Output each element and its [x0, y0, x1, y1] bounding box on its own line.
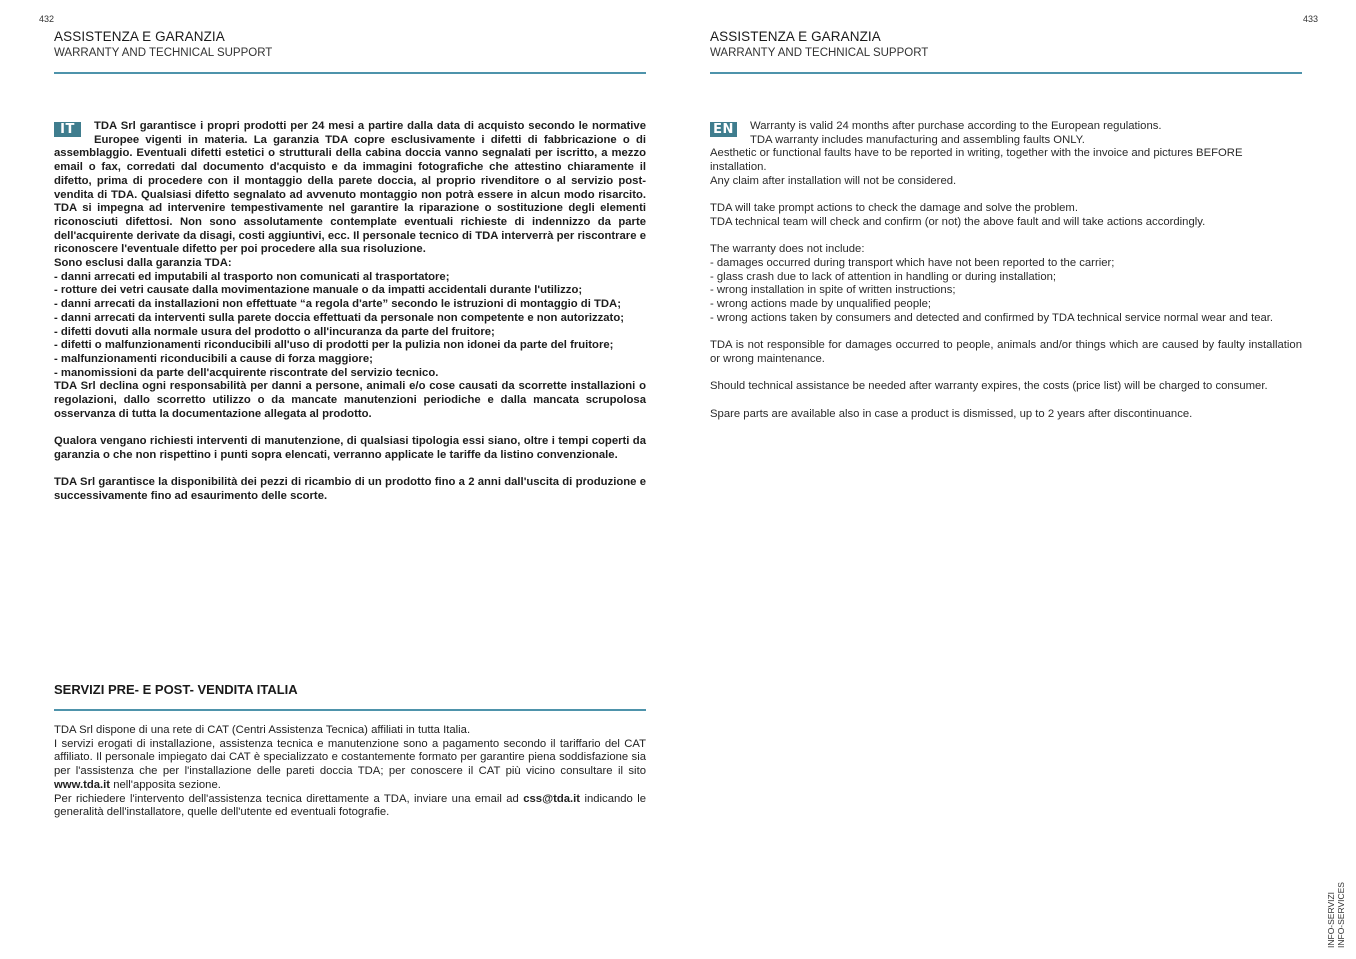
- italian-warranty-text: [54, 120, 646, 504]
- list-item: - malfunzionamenti riconducibili a cause di forza maggiore;: [54, 352, 373, 365]
- maintenance-paragraph: Qualora vengano richiesti interventi di manutenzione, di qualsiasi tipologia essi siano, oltre i tempi coperti da garanzia o che non rispettino i punti sopra elencati, verranno applicate le tariffe da listino convenzionale.: [54, 435, 646, 461]
- header-divider-right: [710, 72, 1302, 74]
- page-subtitle: WARRANTY AND TECHNICAL SUPPORT: [710, 47, 929, 59]
- spare-parts-paragraph: TDA Srl garantisce la disponibilità dei pezzi di ricambio di un prodotto fino a 2 anni dall'uscita di produzione e successivamente fino ad esaurimento delle scorte.: [54, 476, 646, 502]
- list-item: - danni arrecati da interventi sulla parete doccia effettuati da personale non competente e non autorizzato;: [54, 311, 624, 324]
- exclusions-title: The warranty does not include:: [710, 243, 865, 256]
- language-badge-it: IT: [54, 122, 81, 137]
- warranty-line: Warranty is valid 24 months after purchase according to the European regulations.: [750, 120, 1162, 132]
- list-item: - damages occurred during transport which have not been reported to the carrier;: [710, 257, 1115, 269]
- action-line: TDA will take prompt actions to check the damage and solve the problem.: [710, 202, 1078, 215]
- list-item: - danni arrecati ed imputabili al trasporto non comunicati al trasportatore;: [54, 270, 450, 283]
- section-title: SERVIZI PRE- E POST- VENDITA ITALIA: [54, 682, 298, 697]
- page-number-left: 432: [39, 14, 55, 24]
- list-item: - wrong actions made by unqualified people;: [710, 298, 932, 311]
- services-text: [54, 724, 646, 820]
- warranty-line: TDA warranty includes manufacturing and assembling faults ONLY.: [750, 133, 1085, 146]
- side-label-it: INFO-SERVIZI: [1326, 891, 1336, 948]
- side-label-en: INFO-SERVICES: [1336, 882, 1346, 948]
- list-item: - glass crash due to lack of attention in handling or during installation;: [710, 270, 1057, 283]
- page-number-right: 433: [1303, 14, 1319, 24]
- header-divider-left: [54, 72, 646, 74]
- services-paragraph: TDA Srl dispone di una rete di CAT (Centri Assistenza Tecnica) affiliati in tutta Italia.: [54, 724, 471, 736]
- exclusions-title: Sono esclusi dalla garanzia TDA:: [54, 257, 232, 270]
- list-item: - danni arrecati da installazioni non effettuate “a regola d'arte” secondo le istruzioni di montaggio di TDA;: [54, 298, 621, 311]
- list-item: - rotture dei vetri causate dalla movimentazione manuale o da impatti accidentali durante l'utilizzo;: [54, 284, 583, 297]
- exclusions-list: [710, 257, 1302, 326]
- page-title: ASSISTENZA E GARANZIA: [710, 29, 881, 44]
- services-paragraph: I servizi erogati di installazione, assistenza tecnica e manutenzione sono a pagamento secondo il tariffario del CAT affiliato. Il personale impiegato dai CAT è specializzato e costantemente formato per garantire piena soddisfazione sia per l'assistenza che per l'installazione delle pareti doccia TDA; per conoscere il CAT più vicino consultare il sito www.tda.it nell'apposita sezione.: [54, 737, 646, 791]
- right-page-header: [710, 29, 1302, 60]
- warranty-line: Any claim after installation will not be considered.: [710, 174, 957, 187]
- list-item: - wrong installation in spite of written instructions;: [710, 284, 956, 297]
- warranty-line: Aesthetic or functional faults have to be reported in writing, together with the invoice and pictures BEFORE installation.: [710, 147, 1243, 174]
- exclusions-list: [54, 271, 646, 381]
- services-paragraph: Per richiedere l'intervento dell'assistenza tecnica direttamente a TDA, inviare una email ad css@tda.it indicando le generalità dell'installatore, quelle dell'utente ed eventuali fotografie.: [54, 792, 646, 819]
- language-badge-en: EN: [710, 122, 737, 137]
- english-warranty-text: [710, 120, 1302, 421]
- list-item: - wrong actions taken by consumers and detected and confirmed by TDA technical service normal wear and tear.: [710, 311, 1274, 324]
- list-item: - difetti o malfunzionamenti riconducibili all'uso di prodotti per la pulizia non idonei da parte del fruitore;: [54, 339, 614, 352]
- action-line: TDA technical team will check and confirm (or not) the above fault and will take actions accordingly.: [710, 215, 1206, 228]
- section-side-label: [1326, 858, 1346, 948]
- website-link[interactable]: www.tda.it: [54, 778, 111, 791]
- spare-parts-paragraph: Spare parts are available also in case a product is dismissed, up to 2 years after discontinuance.: [710, 407, 1193, 420]
- left-page-header: [54, 29, 646, 60]
- liability-paragraph: TDA Srl declina ogni responsabilità per danni a persone, animali e/o cose causati da scorrette installazioni o regolazioni, dallo scorretto utilizzo o da mancate manutenzioni periodiche e dalla mancata scrupolosa osservanza di tutta la documentazione allegata al prodotto.: [54, 380, 646, 420]
- list-item: - manomissioni da parte dell'acquirente riscontrate del servizio tecnico.: [54, 366, 439, 379]
- warranty-intro: TDA Srl garantisce i propri prodotti per 24 mesi a partire dalla data di acquisto secondo le normative Europee vigenti in materia. La garanzia TDA copre esclusivamente i difetti di fabbricazione o di assemblaggio. Eventuali difetti estetici o strutturali della cabina doccia vanno segnalati per iscritto, a mezzo email o fax, corredati dal documento d'acquisto e da immagini fotografiche che attestino chiaramente il difetto, prima di procedere con il montaggio della parete doccia, al proprio rivenditore o al servizio post-vendita di TDA. Qualsiasi difetto segnalato ad avvenuto montaggio non potrà essere in alcun modo risarcito. TDA si impegna ad intervenire tempestivamente nel garantire la riparazione o sostituzione degli elementi riconosciuti difettosi. Non sono assolutamente contemplate eventuali richieste di indennizzo da parte dell'acquirente derivate da disagi, costi aggiuntivi, ecc. Il personale tecnico di TDA interverrà per riscontrare e riconoscere l'eventuale difetto per poi procedere alla sua risoluzione.: [54, 120, 646, 256]
- list-item: - difetti dovuti alla normale usura del prodotto o all'incuranza da parte del fruitore;: [54, 325, 495, 338]
- email-link[interactable]: css@tda.it: [523, 792, 581, 805]
- section-divider: [54, 709, 646, 711]
- page-subtitle: WARRANTY AND TECHNICAL SUPPORT: [54, 47, 273, 59]
- page-title: ASSISTENZA E GARANZIA: [54, 29, 225, 44]
- liability-paragraph: TDA is not responsible for damages occurred to people, animals and/or things which are caused by faulty installation or wrong maintenance.: [710, 339, 1302, 365]
- assistance-paragraph: Should technical assistance be needed after warranty expires, the costs (price list) will be charged to consumer.: [710, 380, 1268, 393]
